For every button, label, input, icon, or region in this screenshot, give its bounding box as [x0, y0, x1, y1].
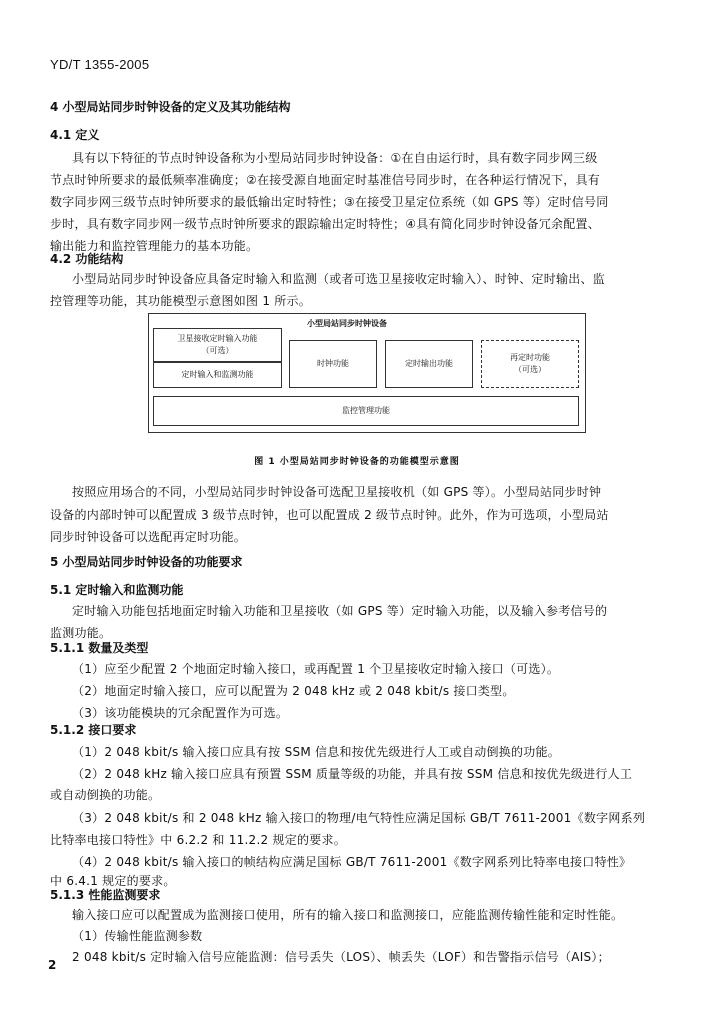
paragraph-line: 步时，具有数字同步网一级节点时钟所要求的跟踪输出定时特性；④具有简化同步时钟设备冗余配置、: [50, 217, 601, 231]
section-5-heading: 5 小型局站同步时钟设备的功能要求: [50, 555, 243, 569]
standard-code: YD/T 1355-2005: [50, 57, 150, 72]
list-item: 或自动倒换的功能。: [50, 788, 161, 802]
list-item: （3）该功能模块的冗余配置作为可选。: [72, 706, 289, 720]
page-number: 2: [48, 958, 57, 972]
paragraph-line: 2 048 kbit/s 定时输入信号应能监测：信号丢失（LOS）、帧丢失（LOF）和告警指示信号（AIS）；: [72, 950, 610, 964]
section-4-2-heading: 4.2 功能结构: [50, 252, 124, 266]
list-item: 比特率电接口特性》中 6.2.2 和 11.2.2 规定的要求。: [50, 833, 346, 847]
paragraph-line: 节点时钟所要求的最低频率准确度；②在接受源自地面定时基准信号同步时，在各种运行情况下，具有: [50, 173, 601, 187]
list-item: （3）2 048 kbit/s 和 2 048 kHz 输入接口的物理/电气特性应满足国标 GB/T 7611-2001《数字网系列: [72, 811, 646, 825]
section-5-1-heading: 5.1 定时输入和监测功能: [50, 583, 184, 597]
satellite-input-box: [153, 328, 282, 362]
section-5-1-2-heading: 5.1.2 接口要求: [50, 723, 137, 737]
monitoring-management-box: [153, 396, 579, 426]
section-5-1-1-heading: 5.1.1 数量及类型: [50, 641, 149, 655]
section-4-1-heading: 4.1 定义: [50, 128, 100, 142]
clock-function-label: 时钟功能: [317, 359, 349, 368]
list-item: （1）应至少配置 2 个地面定时输入接口，或再配置 1 个卫星接收定时输入接口（可选）。: [72, 662, 560, 676]
retiming-function-optional: （可选）: [514, 365, 546, 374]
timing-input-monitor-label: 定时输入和监测功能: [181, 370, 254, 379]
paragraph-line: 设备的内部时钟可以配置成 3 级节点时钟，也可以配置成 2 级节点时钟。此外，作为可选项，小型局站: [50, 508, 609, 522]
paragraph-line: 数字同步网三级节点时钟所要求的最低输出定时特性；③在接受卫星定位系统（如 GPS 等）定时信号同: [50, 195, 609, 209]
monitoring-management-label: 监控管理功能: [342, 406, 390, 415]
paragraph-line: 小型局站同步时钟设备应具备定时输入和监测（或者可选卫星接收定时输入）、时钟、定时输出、监: [72, 272, 606, 286]
paragraph-line: 输出能力和监控管理能力的基本功能。: [50, 239, 259, 253]
timing-output-label: 定时输出功能: [405, 359, 453, 368]
list-item: （1）2 048 kbit/s 输入接口应具有按 SSM 信息和按优先级进行人工或自动倒换的功能。: [72, 745, 560, 759]
paragraph-line: 输入接口应可以配置成为监测接口使用，所有的输入接口和监测接口，应能监测传输性能和定时性能。: [72, 908, 624, 922]
list-item: 中 6.4.1 规定的要求。: [50, 874, 176, 888]
paragraph-line: 按照应用场合的不同，小型局站同步时钟设备可选配卫星接收机（如 GPS 等）。小型局站同步时钟: [72, 485, 602, 499]
paragraph-line: 具有以下特征的节点时钟设备称为小型局站同步时钟设备：①在自由运行时，具有数字同步网三级: [72, 151, 598, 165]
list-item: （4）2 048 kbit/s 输入接口的帧结构应满足国标 GB/T 7611-2001《数字网系列比特率电接口特性》: [72, 855, 632, 869]
retiming-function-box: [481, 340, 579, 388]
satellite-input-label: 卫星接收定时输入功能: [177, 334, 258, 343]
paragraph-line: 控管理等功能，其功能模型示意图如图 1 所示。: [50, 294, 312, 308]
list-item: （2）2 048 kHz 输入接口应具有预置 SSM 质量等级的功能，并具有按 SSM 信息和按优先级进行人工: [72, 767, 633, 781]
section-5-1-3-heading: 5.1.3 性能监测要求: [50, 888, 161, 902]
satellite-input-optional: （可选）: [201, 346, 234, 355]
list-item: （2）地面定时输入接口，应可以配置为 2 048 kHz 或 2 048 kbit/s 接口类型。: [72, 684, 515, 698]
figure-outer-title: 小型局站同步时钟设备: [307, 319, 387, 328]
paragraph-line: 定时输入功能包括地面定时输入功能和卫星接收（如 GPS 等）定时输入功能，以及输入参考信号的: [72, 604, 608, 618]
figure-caption: 图 1 小型局站同步时钟设备的功能模型示意图: [254, 457, 460, 467]
list-item: （1）传输性能监测参数: [72, 929, 203, 943]
section-4-heading: 4 小型局站同步时钟设备的定义及其功能结构: [50, 100, 291, 114]
timing-input-monitor-box: [153, 362, 282, 388]
paragraph-line: 监测功能。: [50, 626, 112, 640]
function-model-figure: [148, 313, 586, 433]
retiming-function-label: 再定时功能: [510, 353, 550, 362]
paragraph-line: 同步时钟设备可以选配再定时功能。: [50, 530, 247, 544]
timing-output-box: [385, 340, 473, 388]
clock-function-box: [289, 340, 377, 388]
